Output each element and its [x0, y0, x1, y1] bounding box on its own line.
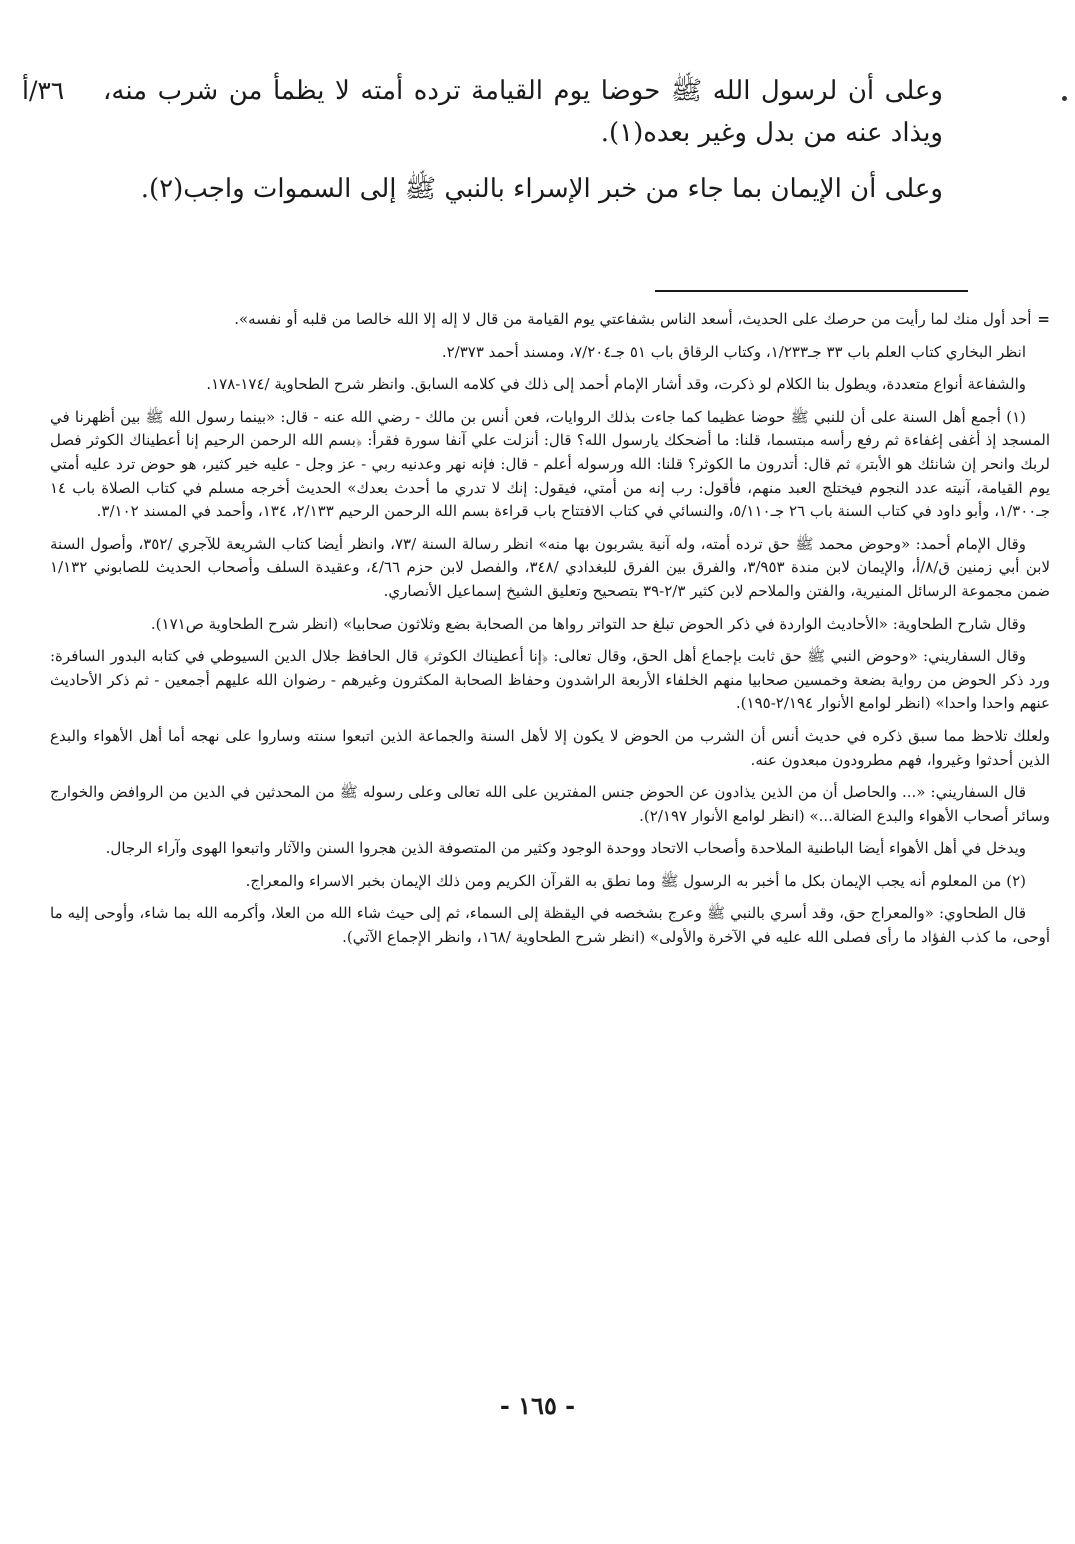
margin-reference: ٣٦/أ	[22, 76, 65, 105]
footnote-paragraph: وقال السفاريني: «وحوض النبي ﷺ حق ثابت بإجماع أهل الحق، وقال تعالى: ﴿إنا أعطيناك الكوثر﴾ قال الحافظ جلال الدين السيوطي في كتابه البدور السافرة: ورد ذكر الحوض من رواية بضعة وخمسين صحابيا منهم الخلفاء الأربعة الراشدون وحفاظ الصحابة المكثرون وغيرهم - رضوان الله عليهم أجمعين - ثم ذكر الأحاديث عنهم واحدا واحدا» (انظر لوامع الأنوار ٢/١٩٤-١٩٥).	[50, 647, 1050, 713]
footnote-paragraph: والشفاعة أنواع متعددة، ويطول بنا الكلام لو ذكرت، وقد أشار الإمام أحمد إلى ذلك في كلامه السابق. وانظر شرح الطحاوية /١٧٤-١٧٨.	[206, 375, 1026, 394]
footnote-paragraph: انظر البخاري كتاب العلم باب ٣٣ جـ١/٢٣٣، وكتاب الرقاق باب ٥١ جـ٧/٢٠٤، ومسند أحمد ٢/٣٧٣.	[441, 342, 1026, 361]
footnote-1: (١) أجمع أهل السنة على أن للنبي ﷺ حوضا عظيما كما جاءت بذلك الروايات، فعن أنس بن مالك - رضي الله عنه - قال: «بينما رسول الله ﷺ بين أظهرنا في المسجد إذ أغفى إغفاءة ثم رفع رأسه مبتسما، قلنا: ما أضحكك يارسول الله؟ قال: أنزلت علي آنفا سورة فقرأ: ﴿بسم الله الرحمن الرحيم إنا أعطيناك الكوثر فصل لربك وانحر إن شانئك هو الأبتر﴾ ثم قال: أتدرون ما الكوثر؟ قلنا: الله ورسوله أعلم - قال: فإنه نهر وعدنيه ربي - عز وجل - عليه خير كثير، هو حوض ترد عليه أمتي يوم القيامة، آنيته عدد النجوم فيختلج العبد منهم، فأقول: رب إنه من أمتي، فيقول: إنك لا تدري ما أحدث بعدك» الحديث أخرجه مسلم في كتاب الصلاة باب ١٤ جـ١/٣٠٠، وأبو داود في كتاب السنة باب ٢٦ جـ٥/١١٠، والنسائي في كتاب الافتتاح باب قراءة بسم الله الرحمن الرحيم ٢/١٣٣، ١٣٤، وأحمد في المسند ٣/١٠٢.	[50, 407, 1050, 521]
footnote-paragraph: وقال الإمام أحمد: «وحوض محمد ﷺ حق ترده أمته، وله آنية يشربون بها منه» انظر رسالة السنة /٧٣، وانظر أيضا كتاب الشريعة للآجري /٣٥٢، وأصول السنة لابن أبي زمنين ق/٨/أ، والإيمان لابن مندة ٣/٩٥٣، والفرق بين الفرق للبغدادي /٣٤٨، والفصل لابن حزم ٤/٦٦، وعقيدة السلف وأصحاب الحديث للصابوني ١/١٣٢ ضمن مجموعة الرسائل المنيرية، والفتن والملاحم لابن كثير ٢/٣-٣٩ بتصحيح وتعليق الشيخ إسماعيل الأنصاري.	[50, 534, 1050, 600]
footnotes	[50, 308, 1050, 959]
continuation-mark: =	[1037, 310, 1050, 328]
footnote-separator	[655, 290, 968, 292]
page-number: - ١٦٥ -	[499, 1391, 576, 1420]
main-text	[103, 70, 943, 210]
footnote-paragraph	[50, 308, 1050, 332]
footnote-2: (٢) من المعلوم أنه يجب الإيمان بكل ما أخبر به الرسول ﷺ وما نطق به القرآن الكريم ومن ذلك الإيمان بخبر الاسراء والمعراج.	[245, 871, 1026, 890]
main-paragraph: وعلى أن الإيمان بما جاء من خبر الإسراء بالنبي ﷺ إلى السموات واجب(٢).	[140, 174, 943, 204]
footnote-continuation: أحد أول منك لما رأيت من حرصك على الحديث، أسعد الناس بشفاعتي يوم القيامة من قال لا إله إلا الله خالصا من قلبه أو نفسه».	[234, 310, 1032, 328]
main-paragraph: وعلى أن لرسول الله ﷺ حوضا يوم القيامة ترده أمته لا يظمأ من شرب منه، ويذاد عنه من بدل وغير بعده(١).	[103, 76, 943, 148]
footnote-paragraph: وقال شارح الطحاوية: «الأحاديث الواردة في ذكر الحوض تبلغ حد التواتر رواها من الصحابة بضع وثلاثون صحابيا» (انظر شرح الطحاوية ص١٧١).	[150, 614, 1026, 633]
scan-mark	[1062, 96, 1067, 101]
footnote-paragraph: ويدخل في أهل الأهواء أيضا الباطنية الملاحدة وأصحاب الاتحاد ووحدة الوجود وكثير من المتصوفة الذين هجروا السنن والآثار واتبعوا الهوى وآراء الرجال.	[105, 839, 1026, 858]
footnote-paragraph: قال السفاريني: «... والحاصل أن من الذين يذادون عن الحوض جنس المفترين على الله تعالى وعلى رسوله ﷺ من المحدثين في الدين من الروافض والخوارج وسائر أصحاب الأهواء والبدع الضالة...» (انظر لوامع الأنوار ٢/١٩٧).	[50, 783, 1050, 825]
footnote-paragraph: ولعلك تلاحظ مما سبق ذكره في حديث أنس أن الشرب من الحوض لا يكون إلا لأهل السنة والجماعة الذين اتبعوا سنته وساروا على نهجه أما أهل الأهواء والبدع الذين أحدثوا وغيروا، فهم مطرودون مبعدون عنه.	[50, 726, 1050, 769]
footnote-paragraph: قال الطحاوي: «والمعراج حق، وقد أسري بالنبي ﷺ وعرج بشخصه في اليقظة إلى السماء، ثم إلى حيث شاء الله من العلا، وأكرمه الله بما شاء، وأوحى إليه ما أوحى، ما كذب الفؤاد ما رأى فصلى الله عليه في الآخرة والأولى» (انظر شرح الطحاوية /١٦٨، وانظر الإجماع الآتي).	[50, 904, 1050, 947]
